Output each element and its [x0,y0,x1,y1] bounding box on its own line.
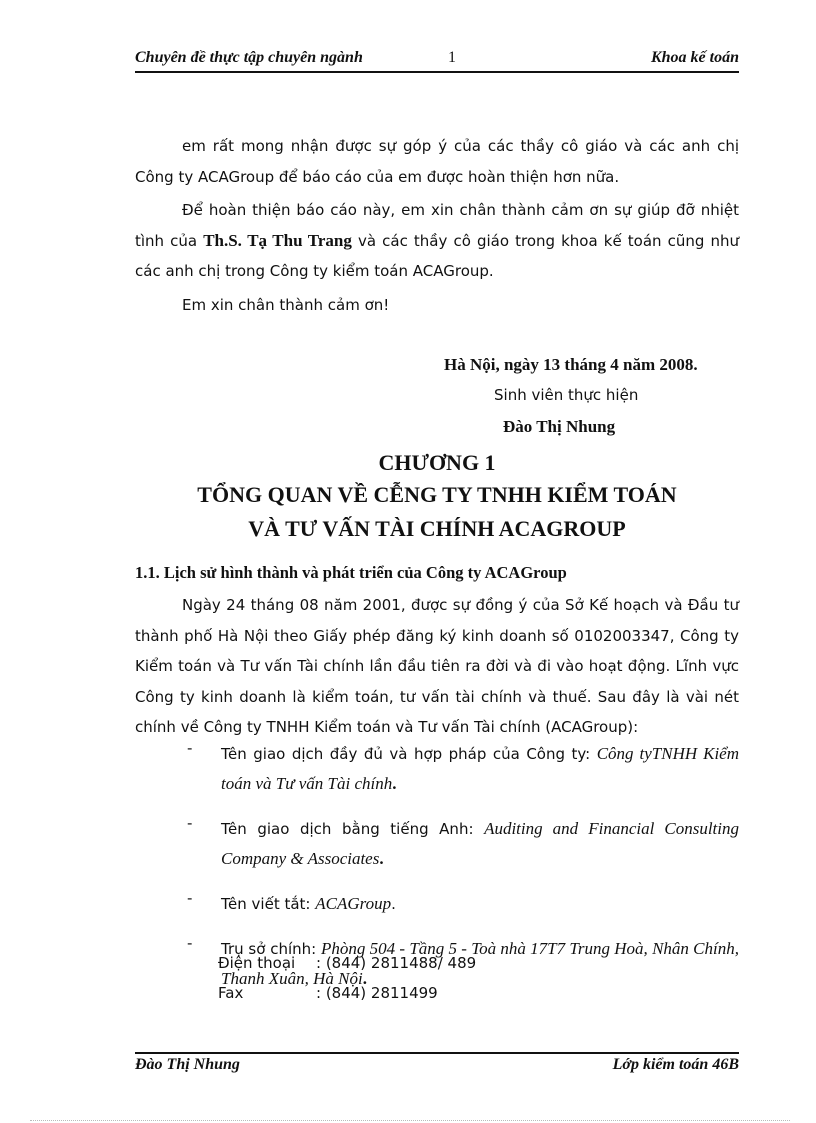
intro-paragraph-1: em rất mong nhận được sự góp ý của các thầy cô giáo và các anh chị Công ty ACAGroup để báo cáo của em được hoàn thiện hơn nữa. [135,137,739,186]
list-item-text [221,889,739,919]
list-bullet: - [187,889,193,907]
footer-rule [135,1052,739,1054]
footer-author: Đào Thị Nhung [135,1056,240,1073]
list-value: ACAGroup [315,894,392,913]
page-number: 1 [448,49,456,66]
intro-text: Để hoàn thiện báo cáo này, em xin chân thành cảm ơn sự giúp đỡ nhiệt tình của [135,201,739,250]
list-end: . [392,774,397,793]
list-item [135,889,739,919]
list-label: Tên giao dịch đầy đủ và hợp pháp của Công ty: [221,745,597,763]
fax-row [218,984,438,1002]
list-value: Phòng 504 - Tầng 5 - Toà nhà 17T7 Trung Hoà, Nhân Chính, Thanh Xuân, Hà Nội [221,939,739,988]
header-rule [135,71,739,73]
intro-paragraph-3: Em xin chân thành cảm ơn! [182,295,390,314]
list-item-text [221,814,739,874]
list-label: Tên giao dịch bằng tiếng Anh: [221,820,485,838]
list-item [135,739,739,799]
chapter-title-line-1: TỔNG QUAN VỀ CỄNG TY TNHH KIỂM TOÁN [197,482,677,507]
page-edge-divider [30,1120,790,1121]
chapter-number: CHƯƠNG 1 [378,450,496,475]
phone-value: : (844) 2811488/ 489 [316,954,477,972]
section-heading: 1.1. Lịch sử hình thành và phát triển của Công ty ACAGroup [135,563,567,582]
list-value: Công tyTNHH Kiểm toán và Tư vấn Tài chính [221,744,740,793]
header-title: Chuyên đề thực tập chuyên ngành [135,49,363,66]
fax-label: Fax [218,984,244,1002]
section-body [135,590,739,743]
list-bullet: - [187,934,193,952]
list-value: Auditing and Financial Consulting Company & Associates [221,819,740,868]
list-end: . [362,969,367,988]
fax-value: : (844) 2811499 [316,984,438,1002]
list-end: . [391,895,396,913]
signature-role: Sinh viên thực hiện [494,386,639,404]
signature-date: Hà Nội, ngày 13 tháng 4 năm 2008. [444,355,698,374]
list-label: Trụ sở chính: [221,940,321,958]
list-item [135,814,739,874]
header-department: Khoa kế toán [650,49,739,66]
page-header [135,47,739,71]
intro-paragraph-2 [135,195,739,287]
signature-name: Đào Thị Nhung [503,417,616,436]
list-bullet: - [187,739,193,757]
list-item-text [221,739,739,799]
list-bullet: - [187,814,193,832]
phone-label: Điện thoại [218,954,296,972]
intro-text-cont: và các thầy cô giáo trong khoa kế toán cũng như các anh chị trong Công ty kiểm toán ACAGroup. [135,231,739,280]
footer-class: Lớp kiểm toán 46B [612,1056,739,1073]
phone-row [218,954,476,972]
advisor-name: Th.S. Tạ Thu Trang [203,230,352,250]
list-end: . [379,849,384,868]
chapter-title-line-2: VÀ TƯ VẤN TÀI CHÍNH ACAGROUP [248,516,626,541]
list-label: Tên viết tắt: [221,895,316,913]
intro-block [135,131,739,320]
section-paragraph: Ngày 24 tháng 08 năm 2001, được sự đồng ý của Sở Kế hoạch và Đầu tư thành phố Hà Nội theo Giấy phép đăng ký kinh doanh số 0102003347, Công ty Kiểm toán và Tư vấn Tài chính lần đầu tiên ra đời và đi vào hoạt động. Lĩnh vực Công ty kinh doanh là kiểm toán, tư vấn tài chính và thuế. Sau đây là vài nét chính về Công ty TNHH Kiểm toán và Tư vấn Tài chính (ACAGroup): [135,596,739,736]
